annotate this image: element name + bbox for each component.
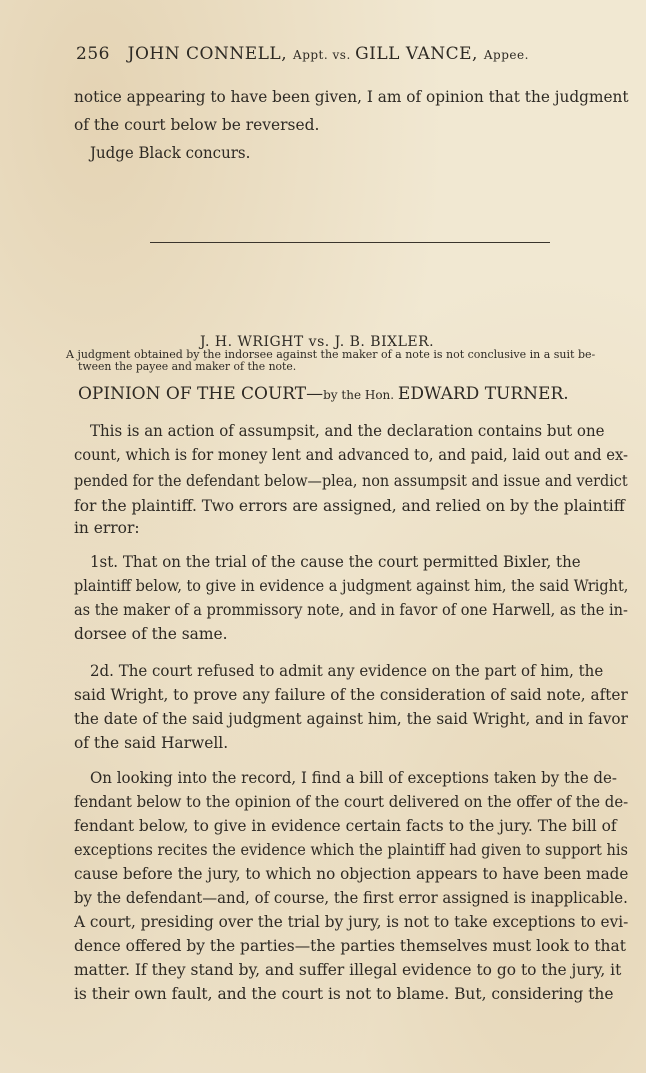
body-line: fendant below, to give in evidence certain facts to the jury. The bill of — [74, 817, 617, 835]
body-line: of the said Harwell. — [74, 734, 229, 752]
body-line: by the defendant—and, of course, the first error assigned is inapplicable. — [74, 889, 628, 907]
body-line: 2d. The court refused to admit any evidence on the part of him, the — [90, 662, 604, 680]
body-line: 1st. That on the trial of the cause the court permitted Bixler, the — [90, 553, 581, 571]
header-appee: Appee. — [483, 48, 529, 62]
headnote-line: tween the payee and maker of the note. — [78, 360, 297, 373]
body-line: is their own fault, and the court is not to blame. But, considering the — [74, 985, 614, 1003]
previous-line: notice appearing to have been given, I am of opinion that the judgment — [74, 88, 629, 106]
body-line: said Wright, to prove any failure of the consideration of said note, after — [74, 686, 628, 704]
body-line: This is an action of assumpsit, and the declaration contains but one — [90, 422, 605, 440]
case-title: J. H. WRIGHT vs. J. B. BIXLER. — [200, 334, 435, 350]
section-divider — [150, 242, 550, 243]
body-line: cause before the jury, to which no objection appears to have been made — [74, 865, 629, 883]
body-line: count, which is for money lent and advanced to, and paid, laid out and ex- — [74, 446, 629, 464]
body-line: On looking into the record, I find a bill of exceptions taken by the de- — [90, 769, 617, 787]
opinion-by: by the Hon. — [323, 388, 398, 402]
opinion-heading — [78, 384, 618, 404]
body-line: in error: — [74, 519, 140, 537]
header-title-start: JOHN CONNELL, — [127, 44, 294, 64]
running-header — [76, 44, 596, 64]
body-line: matter. If they stand by, and suffer illegal evidence to go to the jury, it — [74, 961, 622, 979]
body-line: the date of the said judgment against him, the said Wright, and in favor — [74, 710, 628, 728]
headnote-line: A judgment obtained by the indorsee against the maker of a note is not conclusive in a suit be- — [66, 348, 596, 361]
previous-line: of the court below be reversed. — [74, 116, 320, 134]
header-title-mid: GILL VANCE, — [355, 44, 484, 64]
body-line: exceptions recites the evidence which the plaintiff had given to support his — [74, 841, 628, 859]
opinion-start: OPINION OF THE COURT— — [78, 384, 324, 404]
body-line: A court, presiding over the trial by jury, is not to take exceptions to evi- — [74, 913, 629, 931]
header-appt: Appt. vs. — [293, 48, 356, 62]
body-line: plaintiff below, to give in evidence a judgment against him, the said Wright, — [74, 577, 629, 595]
opinion-judge: EDWARD TURNER. — [397, 384, 569, 404]
body-line: fendant below to the opinion of the court delivered on the offer of the de- — [74, 793, 629, 811]
page-number: 256 — [76, 44, 110, 64]
body-line: dorsee of the same. — [74, 625, 228, 643]
concurrence: Judge Black concurs. — [90, 144, 251, 162]
body-line: as the maker of a prommissory note, and in favor of one Harwell, as the in- — [74, 601, 628, 619]
body-line: pended for the defendant below—plea, non assumpsit and issue and verdict — [74, 472, 628, 490]
body-line: for the plaintiff. Two errors are assigned, and relied on by the plaintiff — [74, 497, 625, 515]
body-line: dence offered by the parties—the parties themselves must look to that — [74, 937, 626, 955]
